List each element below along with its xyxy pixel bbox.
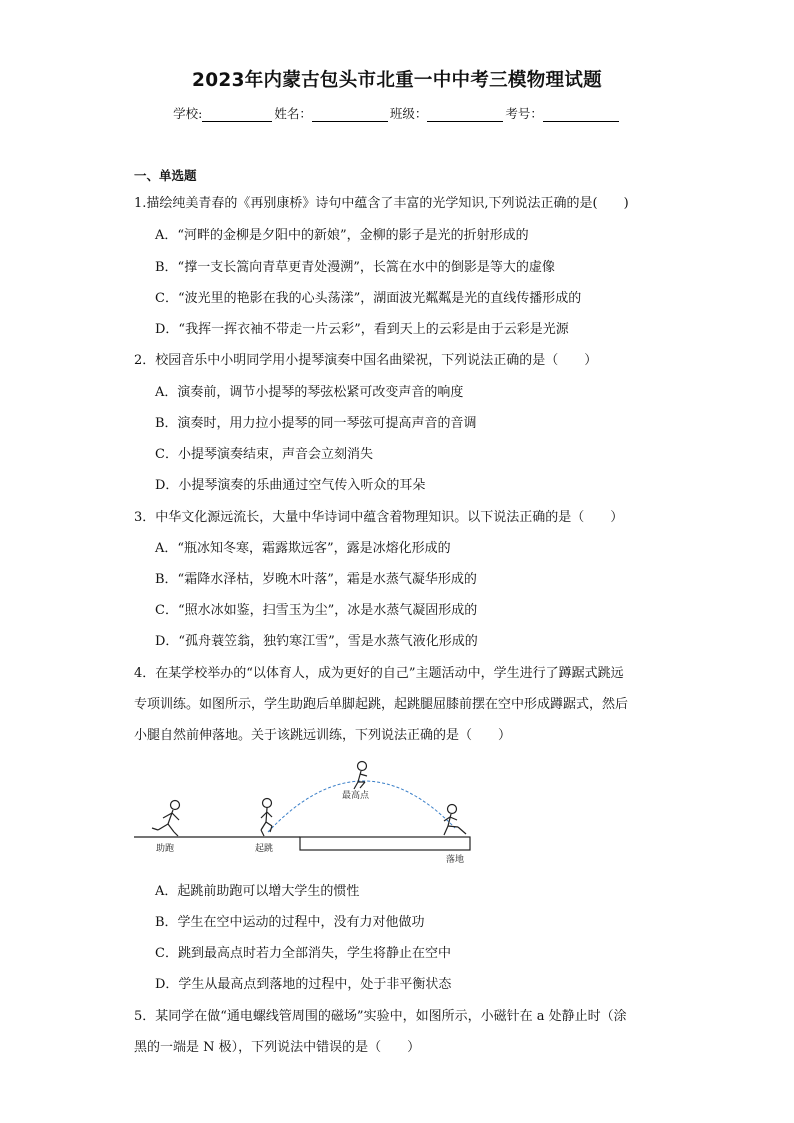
run-label: 助跑 (156, 844, 175, 854)
question-3-option-d[interactable]: D．“孤舟蓑笠翁，独钓寒江雪”，雪是水蒸气液化形成的 (155, 634, 478, 649)
class-blank[interactable] (427, 107, 503, 122)
landing-label: 落地 (446, 855, 465, 865)
class-label: 班级： (389, 106, 428, 121)
question-2-option-d[interactable]: D．小提琴演奏的乐曲通过空气传入听众的耳朵 (155, 478, 426, 493)
question-3-option-c[interactable]: C．“照水冰如鉴，扫雪玉为尘”，冰是水蒸气凝固形成的 (155, 603, 478, 618)
question-1-option-c[interactable]: C．“波光里的艳影在我的心头荡漾”，湖面波光粼粼是光的直线传播形成的 (155, 291, 582, 306)
name-label: 姓名： (274, 106, 312, 121)
name-blank[interactable] (312, 107, 388, 122)
runner-figure (152, 801, 180, 837)
school-label: 学校: (173, 106, 203, 121)
question-4-option-a[interactable]: A．起跳前助跑可以增大学生的惯性 (155, 884, 360, 899)
peak-label: 最高点 (342, 791, 370, 801)
question-4-option-b[interactable]: B．学生在空中运动的过程中，没有力对他做功 (155, 915, 425, 930)
question-1-option-a[interactable]: A．“河畔的金柳是夕阳中的新娘”，金柳的影子是光的折射形成的 (155, 228, 529, 243)
question-2-option-c[interactable]: C．小提琴演奏结束，声音会立刻消失 (155, 447, 373, 462)
question-3-stem: 3．中华文化源远流长，大量中华诗词中蕴含着物理知识。以下说法正确的是（ ） (134, 510, 624, 525)
exam-no-label: 考号： (505, 106, 543, 121)
school-blank[interactable] (202, 107, 272, 122)
question-4-stem-line-2: 专项训练。如图所示，学生助跑后单脚起跳，起跳腿屈膝前摆在空中形成蹲踞式，然后 (134, 697, 629, 712)
question-1-stem: 1.描绘纯美青春的《再别康桥》诗句中蕴含了丰富的光学知识,下列说法正确的是( ) (134, 196, 629, 211)
takeoff-figure (261, 799, 272, 837)
question-2-stem: 2．校园音乐中小明同学用小提琴演奏中国名曲梁祝，下列说法正确的是（ ） (134, 353, 598, 368)
question-3-option-a[interactable]: A．“瓶冰知冬寒，霜露欺远客”，露是冰熔化形成的 (155, 541, 451, 556)
peak-figure (354, 762, 367, 790)
question-2-option-b[interactable]: B．演奏时，用力拉小提琴的同一琴弦可提高声音的音调 (155, 416, 477, 431)
long-jump-figure (130, 760, 475, 870)
student-info-row (0, 104, 794, 122)
sand-pit (300, 837, 470, 850)
question-2-option-a[interactable]: A．演奏前，调节小提琴的琴弦松紧可改变声音的响度 (155, 385, 464, 400)
exam-no-blank[interactable] (543, 107, 619, 122)
jump-trajectory (268, 781, 455, 832)
question-1-option-d[interactable]: D．“我挥一挥衣袖不带走一片云彩”，看到天上的云彩是由于云彩是光源 (155, 322, 569, 337)
question-5-stem-line-1: 5．某同学在做“通电螺线管周围的磁场”实验中，如图所示，小磁针在 a 处静止时（涂 (134, 1009, 627, 1024)
page-title: 2023年内蒙古包头市北重一中中考三模物理试题 (192, 70, 602, 91)
question-1-option-b[interactable]: B．“撑一支长篙向青草更青处漫溯”，长篙在水中的倒影是等大的虚像 (155, 260, 555, 275)
question-3-option-b[interactable]: B．“霜降水泽枯，岁晚木叶落”，霜是水蒸气凝华形成的 (155, 572, 477, 587)
question-4-option-d[interactable]: D．学生从最高点到落地的过程中，处于非平衡状态 (155, 977, 452, 992)
question-4-option-c[interactable]: C．跳到最高点时若力全部消失，学生将静止在空中 (155, 946, 451, 961)
section-heading: 一、单选题 (134, 168, 197, 183)
question-5-stem-line-2: 黑的一端是 N 极），下列说法中错误的是（ ） (134, 1040, 421, 1055)
question-4-stem-line-3: 小腿自然前伸落地。关于该跳远训练，下列说法正确的是（ ） (134, 728, 512, 743)
takeoff-label: 起跳 (255, 844, 274, 854)
question-4-stem-line-1: 4．在某学校举办的“以体育人，成为更好的自己”主题活动中，学生进行了蹲踞式跳远 (134, 666, 624, 681)
